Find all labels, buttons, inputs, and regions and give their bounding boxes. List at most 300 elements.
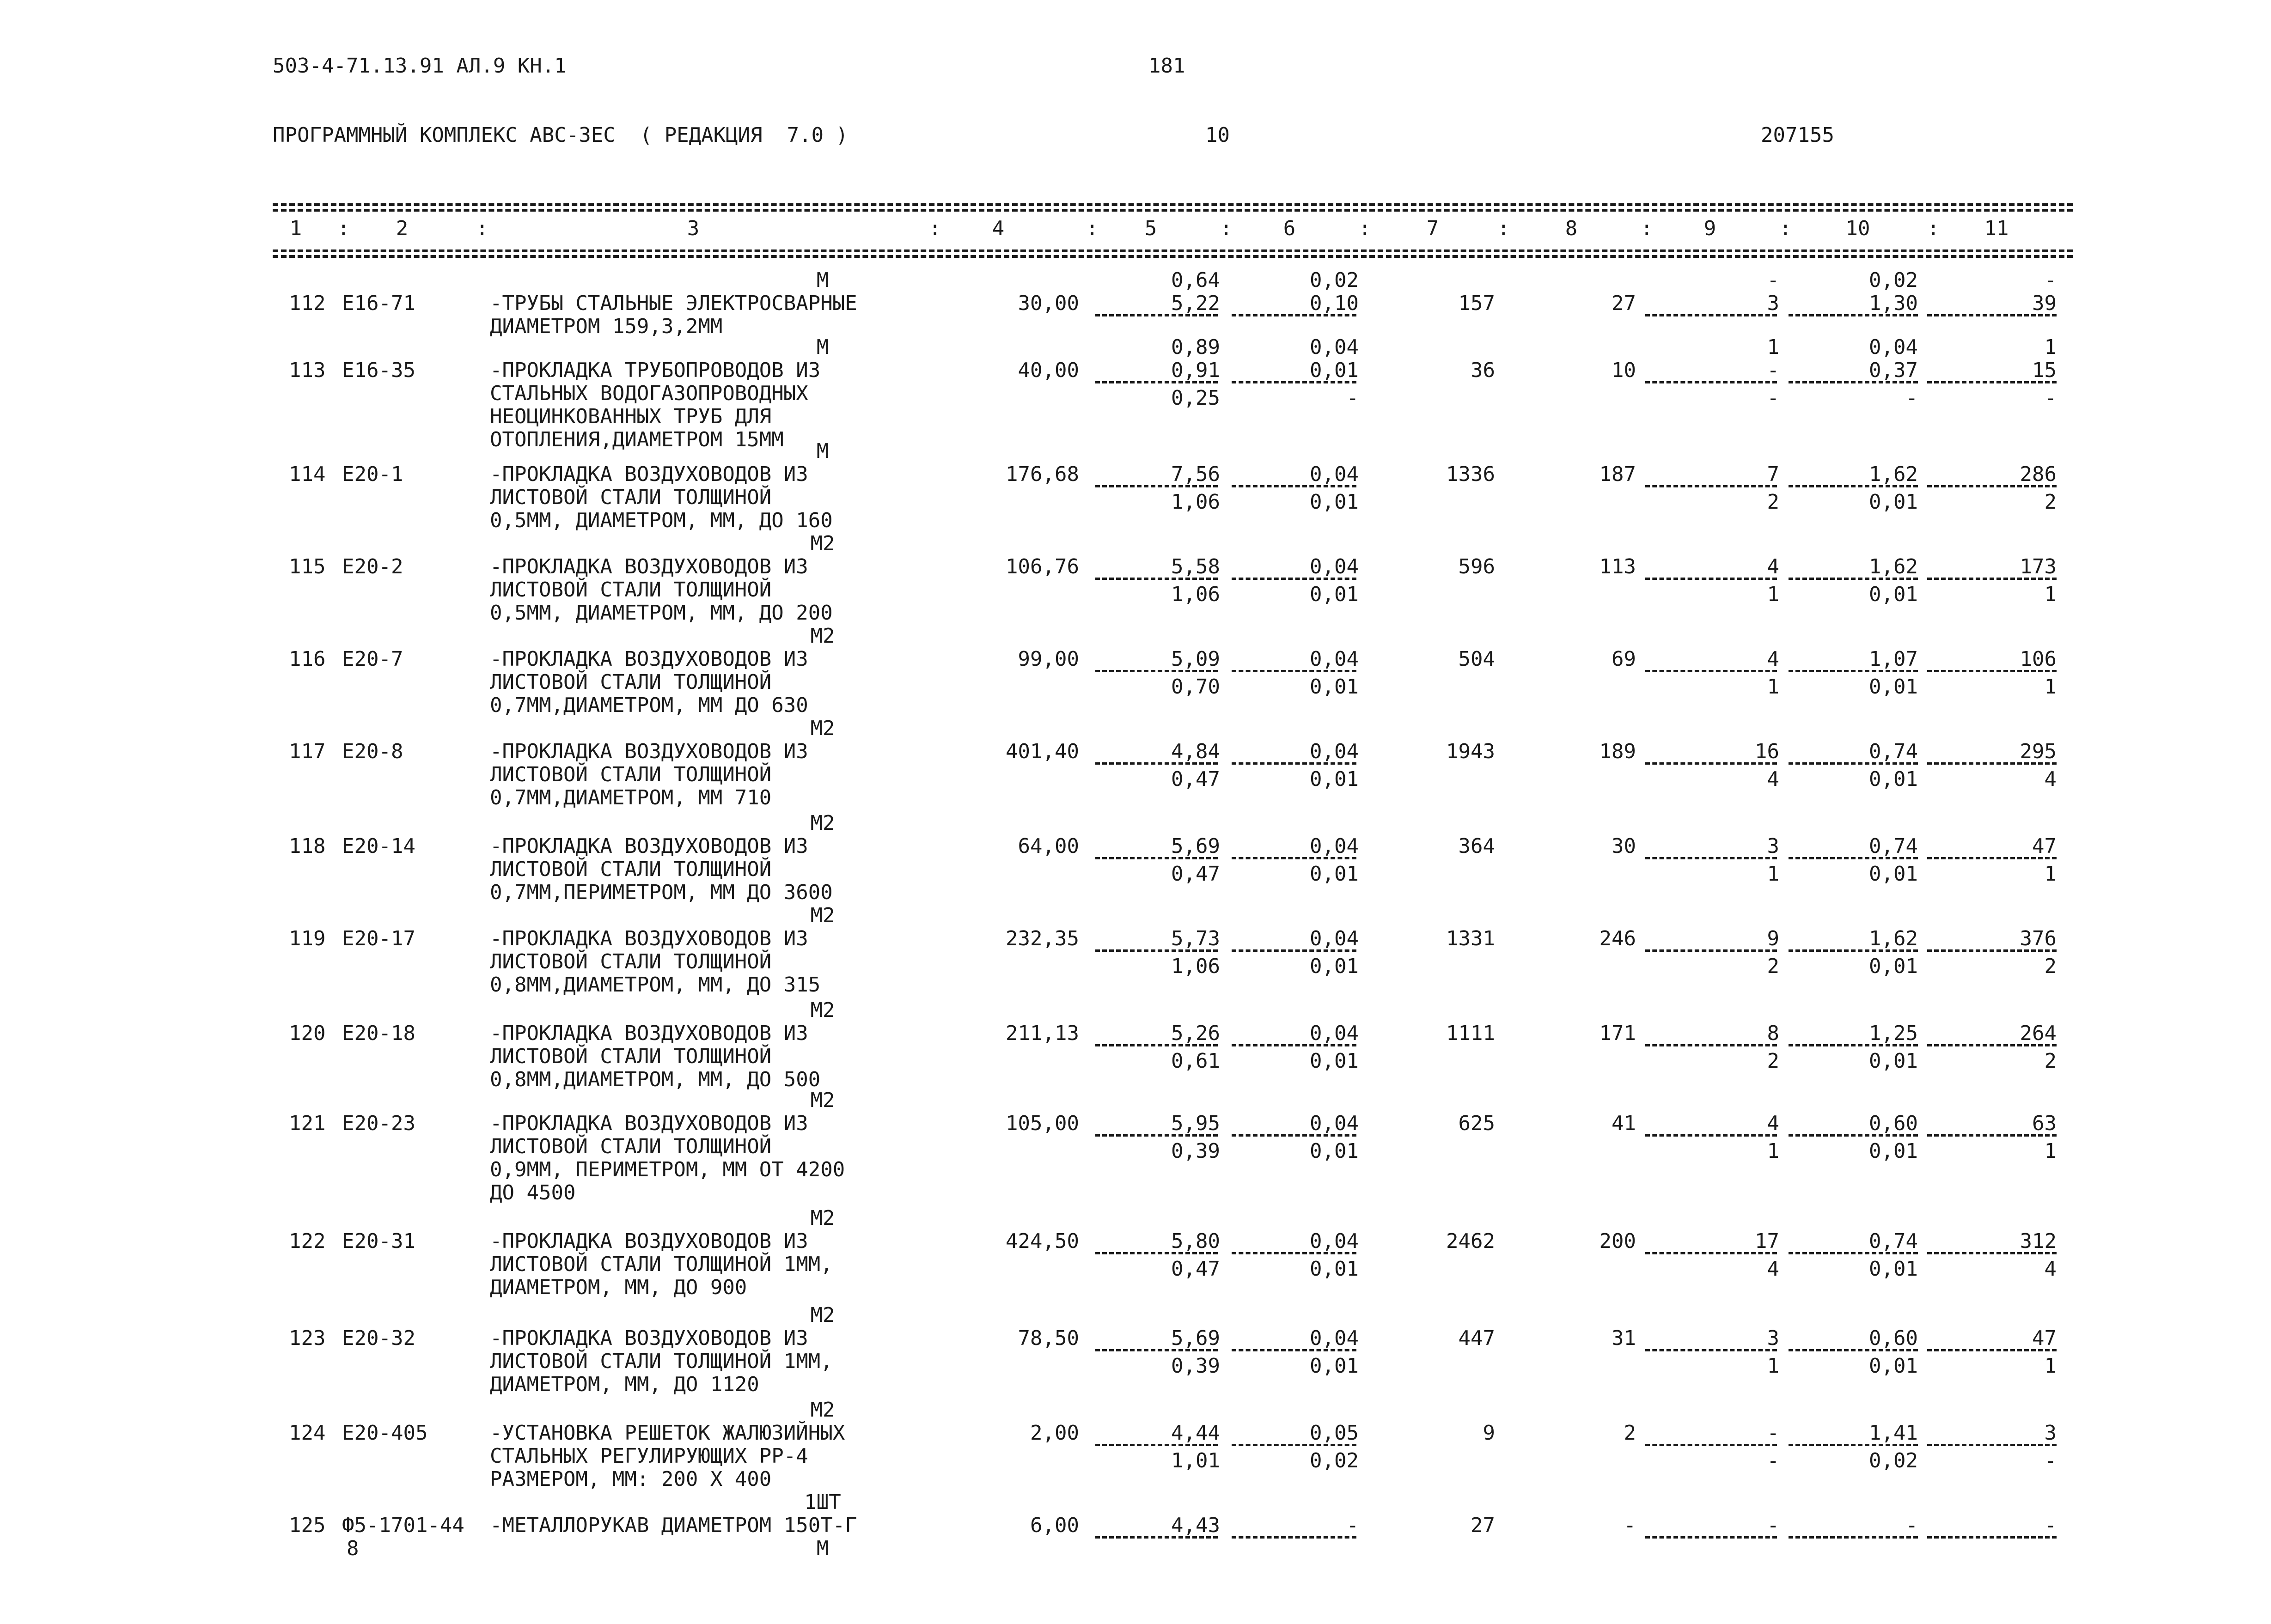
row-description-line: -ПРОКЛАДКА ВОЗДУХОВОДОВ ИЗ (490, 740, 808, 763)
row-description-line: 0,9ММ, ПЕРИМЕТРОМ, ММ ОТ 4200 (490, 1158, 845, 1181)
cell-col6: 0,04 (1310, 834, 1359, 858)
row-description-line: -ПРОКЛАДКА ВОЗДУХОВОДОВ ИЗ (490, 462, 808, 486)
cell-col10: - (1905, 1514, 1918, 1537)
column-separator: : (1359, 217, 1371, 240)
cell-col9-bottom: - (1767, 386, 1779, 410)
subtotal-dash-line (1789, 670, 1918, 672)
row-description-line: -ПРОКЛАДКА ВОЗДУХОВОДОВ ИЗ (490, 555, 808, 578)
cell-col10: 1,62 (1869, 555, 1918, 578)
row-description-line: 0,7ММ,ДИАМЕТРОМ, ММ 710 (490, 786, 772, 809)
cell-col10-bottom: 0,01 (1869, 675, 1918, 699)
subtotal-dash-line (1927, 485, 2057, 487)
row-unit-below: М (816, 1537, 829, 1560)
cell-col6-bottom: 0,01 (1310, 1257, 1359, 1281)
subtotal-dash-line (1789, 1134, 1918, 1137)
cell-col11-bottom: 1 (2044, 1139, 2057, 1163)
cell-col4: 106,76 (1006, 555, 1079, 578)
subtotal-dash-line (1645, 949, 1777, 952)
subtotal-dash-line (1232, 1444, 1356, 1446)
cell-col11-top: 1 (2044, 335, 2057, 359)
subtotal-dash-line (1095, 1044, 1218, 1046)
column-header-4: 4 (992, 217, 1005, 240)
cell-col9: 3 (1767, 834, 1779, 858)
subtotal-dash-line (1927, 1134, 2057, 1137)
column-separator: : (1086, 217, 1099, 240)
row-description-line: ЛИСТОВОЙ СТАЛИ ТОЛЩИНОЙ 1ММ, (490, 1350, 833, 1373)
cell-col5: 4,43 (1171, 1514, 1220, 1537)
cell-col9: 17 (1755, 1229, 1779, 1253)
cell-col6-top: 0,02 (1310, 268, 1359, 292)
row-unit: М2 (810, 1303, 835, 1327)
cell-col11-bottom: - (2044, 1449, 2057, 1472)
cell-col10-bottom: 0,02 (1869, 1449, 1918, 1472)
cell-col7: 2462 (1446, 1229, 1495, 1253)
cell-col4: 99,00 (1018, 647, 1079, 671)
cell-col5-bottom: 0,25 (1171, 386, 1220, 410)
cell-col9-bottom: 1 (1767, 862, 1779, 886)
row-code: Ф5-1701-44 (342, 1514, 464, 1537)
cell-col11-bottom: 1 (2044, 675, 2057, 699)
row-number: 120 (289, 1022, 326, 1045)
cell-col5: 5,58 (1171, 555, 1220, 578)
cell-col6-bottom: 0,01 (1310, 955, 1359, 978)
cell-col5: 4,44 (1171, 1421, 1220, 1445)
subtotal-dash-line (1927, 1536, 2057, 1539)
row-description-line: 0,7ММ,ПЕРИМЕТРОМ, ММ ДО 3600 (490, 881, 833, 904)
row-number: 125 (289, 1514, 326, 1537)
cell-col11-bottom: - (2044, 386, 2057, 410)
cell-col10-bottom: 0,01 (1869, 1049, 1918, 1073)
cell-col11: 295 (2020, 740, 2057, 763)
row-code: Е20-8 (342, 740, 403, 763)
cell-col7: 1943 (1446, 740, 1495, 763)
cell-col5-bottom: 0,39 (1171, 1354, 1220, 1378)
row-unit: М2 (810, 998, 835, 1022)
subtotal-dash-line (1645, 1044, 1777, 1046)
cell-col6-bottom: 0,01 (1310, 583, 1359, 606)
cell-col10: 1,62 (1869, 462, 1918, 486)
cell-col8: 10 (1612, 359, 1636, 382)
cell-col4: 30,00 (1018, 292, 1079, 315)
subtotal-dash-line (1232, 1536, 1356, 1539)
cell-col11: 264 (2020, 1022, 2057, 1045)
cell-col7: 1111 (1446, 1022, 1495, 1045)
cell-col4: 64,00 (1018, 834, 1079, 858)
subtotal-dash-line (1789, 578, 1918, 580)
row-code: Е20-18 (342, 1022, 415, 1045)
cell-col5: 5,22 (1171, 292, 1220, 315)
column-header-8: 8 (1565, 217, 1578, 240)
cell-col4: 176,68 (1006, 462, 1079, 486)
subtotal-dash-line (1232, 578, 1356, 580)
row-description-line: 0,7ММ,ДИАМЕТРОМ, ММ ДО 630 (490, 693, 808, 717)
cell-col7: 27 (1471, 1514, 1495, 1537)
row-code: Е20-405 (342, 1421, 428, 1445)
cell-col11: 15 (2032, 359, 2057, 382)
row-unit: М2 (810, 1089, 835, 1112)
cell-col11-bottom: 1 (2044, 1354, 2057, 1378)
subtotal-dash-line (1927, 1252, 2057, 1254)
cell-col8: 31 (1612, 1326, 1636, 1350)
cell-col10: 0,60 (1869, 1326, 1918, 1350)
row-unit: М (816, 335, 829, 359)
cell-col8: 113 (1599, 555, 1636, 578)
row-description-line: ЛИСТОВОЙ СТАЛИ ТОЛЩИНОЙ (490, 1135, 772, 1158)
cell-col9-bottom: 2 (1767, 955, 1779, 978)
cell-col10-top: 0,04 (1869, 335, 1918, 359)
subtotal-dash-line (1095, 485, 1218, 487)
subtotal-dash-line (1927, 949, 2057, 952)
page-number: 181 (1148, 54, 1185, 78)
subtotal-dash-line (1232, 857, 1356, 859)
subtotal-dash-line (1232, 670, 1356, 672)
subtotal-dash-line (1095, 1134, 1218, 1137)
subtotal-dash-line (1927, 1349, 2057, 1351)
row-description-line: -ТРУБЫ СТАЛЬНЫЕ ЭЛЕКТРОСВАРНЫЕ (490, 292, 857, 315)
row-description-line: ЛИСТОВОЙ СТАЛИ ТОЛЩИНОЙ (490, 578, 772, 602)
cell-col4: 78,50 (1018, 1326, 1079, 1350)
cell-col10-top: 0,02 (1869, 268, 1918, 292)
subtotal-dash-line (1927, 762, 2057, 765)
cell-col6-bottom: 0,01 (1310, 862, 1359, 886)
column-header-9: 9 (1703, 217, 1716, 240)
cell-col6: 0,04 (1310, 740, 1359, 763)
cell-col8: 30 (1612, 834, 1636, 858)
cell-col6-bottom: 0,02 (1310, 1449, 1359, 1472)
cell-col9-bottom: 1 (1767, 675, 1779, 699)
cell-col8: 187 (1599, 462, 1636, 486)
row-number: 123 (289, 1326, 326, 1350)
cell-col11: 106 (2020, 647, 2057, 671)
cell-col8: 171 (1599, 1022, 1636, 1045)
subtotal-dash-line (1645, 762, 1777, 765)
row-unit: М (816, 268, 829, 292)
cell-col6: 0,04 (1310, 1229, 1359, 1253)
cell-col10-bottom: 0,01 (1869, 490, 1918, 514)
subtotal-dash-line (1789, 949, 1918, 952)
cell-col4: 2,00 (1030, 1421, 1079, 1445)
cell-col7: 36 (1471, 359, 1495, 382)
cell-col9: 8 (1767, 1022, 1779, 1045)
cell-col5: 5,26 (1171, 1022, 1220, 1045)
cell-col4: 211,13 (1006, 1022, 1079, 1045)
cell-col4: 105,00 (1006, 1112, 1079, 1135)
cell-col11: 47 (2032, 834, 2057, 858)
row-code: Е20-32 (342, 1326, 415, 1350)
row-description-line: ЛИСТОВОЙ СТАЛИ ТОЛЩИНОЙ (490, 950, 772, 973)
column-header-10: 10 (1845, 217, 1870, 240)
sheet-number: 10 (1205, 123, 1230, 147)
subtotal-dash-line (1095, 578, 1218, 580)
cell-col10: 1,41 (1869, 1421, 1918, 1445)
cell-col8: 41 (1612, 1112, 1636, 1135)
subtotal-dash-line (1789, 857, 1918, 859)
column-header-11: 11 (1984, 217, 2009, 240)
cell-col10: 0,60 (1869, 1112, 1918, 1135)
cell-col9: 4 (1767, 1112, 1779, 1135)
subtotal-dash-line (1927, 857, 2057, 859)
cell-col5: 5,09 (1171, 647, 1220, 671)
row-number: 114 (289, 462, 326, 486)
cell-col6-bottom: 0,01 (1310, 767, 1359, 791)
subtotal-dash-line (1095, 314, 1218, 316)
subtotal-dash-line (1645, 314, 1777, 316)
cell-col9-bottom: 2 (1767, 1049, 1779, 1073)
cell-col4: 6,00 (1030, 1514, 1079, 1537)
cell-col6: 0,04 (1310, 927, 1359, 950)
subtotal-dash-line (1095, 1536, 1218, 1539)
row-number: 124 (289, 1421, 326, 1445)
cell-col11-bottom: 1 (2044, 583, 2057, 606)
row-description-line: РАЗМЕРОМ, ММ: 200 Х 400 (490, 1467, 772, 1491)
cell-col8: 246 (1599, 927, 1636, 950)
subtotal-dash-line (1789, 762, 1918, 765)
cell-col11-bottom: 1 (2044, 862, 2057, 886)
row-description-line: 0,5ММ, ДИАМЕТРОМ, ММ, ДО 160 (490, 509, 833, 532)
cell-col8: 200 (1599, 1229, 1636, 1253)
row-description-line: ЛИСТОВОЙ СТАЛИ ТОЛЩИНОЙ (490, 858, 772, 881)
cell-col5: 7,56 (1171, 462, 1220, 486)
cell-col5-bottom: 0,61 (1171, 1049, 1220, 1073)
row-description-line: ДИАМЕТРОМ, ММ, ДО 900 (490, 1276, 747, 1299)
cell-col7: 1331 (1446, 927, 1495, 950)
row-description-line: -ПРОКЛАДКА ВОЗДУХОВОДОВ ИЗ (490, 834, 808, 858)
subtotal-dash-line (1789, 1444, 1918, 1446)
cell-col9-bottom: - (1767, 1449, 1779, 1472)
cell-col4: 40,00 (1018, 359, 1079, 382)
cell-col6: 0,05 (1310, 1421, 1359, 1445)
cell-col8: 2 (1624, 1421, 1636, 1445)
cell-col11: 286 (2020, 462, 2057, 486)
subtotal-dash-line (1645, 670, 1777, 672)
row-description-line: 0,5ММ, ДИАМЕТРОМ, ММ, ДО 200 (490, 601, 833, 625)
row-number: 121 (289, 1112, 326, 1135)
subtotal-dash-line (1095, 1252, 1218, 1254)
row-unit: М2 (810, 1206, 835, 1230)
cell-col11: - (2044, 1514, 2057, 1537)
cell-col6: 0,04 (1310, 1112, 1359, 1135)
cell-col10: 1,07 (1869, 647, 1918, 671)
cell-col9-bottom: 1 (1767, 1139, 1779, 1163)
subtotal-dash-line (1232, 381, 1356, 383)
row-description-line: -ПРОКЛАДКА ТРУБОПРОВОДОВ ИЗ (490, 359, 821, 382)
doc-id: 207155 (1761, 123, 1834, 147)
row-description-line: -ПРОКЛАДКА ВОЗДУХОВОДОВ ИЗ (490, 1112, 808, 1135)
column-separator: : (1497, 217, 1510, 240)
cell-col11-bottom: 2 (2044, 955, 2057, 978)
row-code: Е16-71 (342, 292, 415, 315)
cell-col5-bottom: 0,70 (1171, 675, 1220, 699)
cell-col6: 0,04 (1310, 647, 1359, 671)
header-bottom-rule-2 (273, 255, 2073, 258)
cell-col11-bottom: 4 (2044, 767, 2057, 791)
row-unit: 1ШТ (804, 1490, 841, 1514)
cell-col11: 39 (2032, 292, 2057, 315)
cell-col10-bottom: 0,01 (1869, 767, 1918, 791)
row-code: Е20-1 (342, 462, 403, 486)
subtotal-dash-line (1232, 314, 1356, 316)
row-unit: М2 (810, 532, 835, 555)
cell-col6-bottom: 0,01 (1310, 1049, 1359, 1073)
subtotal-dash-line (1095, 762, 1218, 765)
subtotal-dash-line (1645, 381, 1777, 383)
row-description-line: 0,8ММ,ДИАМЕТРОМ, ММ, ДО 500 (490, 1068, 821, 1091)
cell-col10-bottom: 0,01 (1869, 955, 1918, 978)
cell-col7: 157 (1458, 292, 1495, 315)
column-separator: : (1641, 217, 1653, 240)
row-code: Е20-7 (342, 647, 403, 671)
cell-col9: 4 (1767, 555, 1779, 578)
cell-col10: 0,74 (1869, 834, 1918, 858)
row-code: Е16-35 (342, 359, 415, 382)
subtotal-dash-line (1645, 1444, 1777, 1446)
row-unit: М2 (810, 624, 835, 648)
row-description-line: -УСТАНОВКА РЕШЕТОК ЖАЛЮЗИЙНЫХ (490, 1421, 845, 1445)
cell-col9-bottom: 1 (1767, 583, 1779, 606)
row-description-line: -ПРОКЛАДКА ВОЗДУХОВОДОВ ИЗ (490, 1022, 808, 1045)
subtotal-dash-line (1232, 762, 1356, 765)
subtotal-dash-line (1927, 1444, 2057, 1446)
cell-col5-bottom: 1,06 (1171, 583, 1220, 606)
column-separator: : (929, 217, 941, 240)
cell-col9-bottom: 1 (1767, 1354, 1779, 1378)
row-description-line: ЛИСТОВОЙ СТАЛИ ТОЛЩИНОЙ (490, 1045, 772, 1068)
cell-col9: 9 (1767, 927, 1779, 950)
cell-col5: 5,95 (1171, 1112, 1220, 1135)
cell-col9: 7 (1767, 462, 1779, 486)
cell-col6: 0,10 (1310, 292, 1359, 315)
row-description-line: 0,8ММ,ДИАМЕТРОМ, ММ, ДО 315 (490, 973, 821, 997)
cell-col10: 0,37 (1869, 359, 1918, 382)
cell-col11-top: - (2044, 268, 2057, 292)
subtotal-dash-line (1232, 1134, 1356, 1137)
cell-col5: 0,91 (1171, 359, 1220, 382)
cell-col7: 1336 (1446, 462, 1495, 486)
row-number: 119 (289, 927, 326, 950)
row-description-line: НЕОЦИНКОВАННЫХ ТРУБ ДЛЯ (490, 405, 772, 428)
cell-col10: 0,74 (1869, 740, 1918, 763)
cell-col9: - (1767, 1421, 1779, 1445)
subtotal-dash-line (1927, 578, 2057, 580)
column-separator: : (337, 217, 350, 240)
row-unit: М (816, 439, 829, 463)
cell-col6: 0,04 (1310, 1022, 1359, 1045)
row-description-line: -ПРОКЛАДКА ВОЗДУХОВОДОВ ИЗ (490, 927, 808, 950)
subtotal-dash-line (1095, 670, 1218, 672)
cell-col9-bottom: 4 (1767, 1257, 1779, 1281)
row-description-line: -МЕТАЛЛОРУКАВ ДИАМЕТРОМ 150Т-Г (490, 1514, 857, 1537)
row-description-line: ДИАМЕТРОМ, ММ, ДО 1120 (490, 1373, 759, 1396)
cell-col10: 0,74 (1869, 1229, 1918, 1253)
cell-col11-bottom: 4 (2044, 1257, 2057, 1281)
subtotal-dash-line (1095, 857, 1218, 859)
subtotal-dash-line (1927, 314, 2057, 316)
cell-col6: 0,04 (1310, 462, 1359, 486)
row-unit: М2 (810, 1398, 835, 1422)
cell-col11-bottom: 2 (2044, 1049, 2057, 1073)
cell-col6-bottom: 0,01 (1310, 675, 1359, 699)
cell-col10-bottom: 0,01 (1869, 1257, 1918, 1281)
row-description-line: -ПРОКЛАДКА ВОЗДУХОВОДОВ ИЗ (490, 647, 808, 671)
cell-col5-bottom: 1,01 (1171, 1449, 1220, 1472)
subtotal-dash-line (1789, 485, 1918, 487)
cell-col6-bottom: - (1346, 386, 1359, 410)
cell-col5: 5,73 (1171, 927, 1220, 950)
cell-col11: 312 (2020, 1229, 2057, 1253)
cell-col5: 4,84 (1171, 740, 1220, 763)
cell-col11: 47 (2032, 1326, 2057, 1350)
cell-col9: 3 (1767, 292, 1779, 315)
cell-col8: 189 (1599, 740, 1636, 763)
header-top-rule (273, 203, 2073, 206)
subtotal-dash-line (1645, 1252, 1777, 1254)
header-top-rule-2 (273, 209, 2073, 212)
cell-col10: 1,62 (1869, 927, 1918, 950)
row-code: Е20-17 (342, 927, 415, 950)
cell-col7: 447 (1458, 1326, 1495, 1350)
cell-col8: 27 (1612, 292, 1636, 315)
row-description-line: ЛИСТОВОЙ СТАЛИ ТОЛЩИНОЙ 1ММ, (490, 1253, 833, 1276)
subtotal-dash-line (1232, 949, 1356, 952)
row-number: 118 (289, 834, 326, 858)
cell-col10-bottom: - (1905, 386, 1918, 410)
cell-col7: 504 (1458, 647, 1495, 671)
cell-col10: 1,30 (1869, 292, 1918, 315)
cell-col11: 376 (2020, 927, 2057, 950)
cell-col4: 401,40 (1006, 740, 1079, 763)
row-code: Е20-14 (342, 834, 415, 858)
subtotal-dash-line (1789, 1536, 1918, 1539)
row-description-line: ЛИСТОВОЙ СТАЛИ ТОЛЩИНОЙ (490, 486, 772, 509)
row-number: 113 (289, 359, 326, 382)
subtotal-dash-line (1095, 1444, 1218, 1446)
row-description-line: -ПРОКЛАДКА ВОЗДУХОВОДОВ ИЗ (490, 1229, 808, 1253)
cell-col10: 1,25 (1869, 1022, 1918, 1045)
cell-col4: 424,50 (1006, 1229, 1079, 1253)
subtotal-dash-line (1789, 1252, 1918, 1254)
cell-col4: 232,35 (1006, 927, 1079, 950)
row-number: 122 (289, 1229, 326, 1253)
row-description-line: ДИАМЕТРОМ 159,3,2ММ (490, 315, 723, 338)
subtotal-dash-line (1645, 485, 1777, 487)
cell-col9-bottom: 2 (1767, 490, 1779, 514)
row-unit: М2 (810, 717, 835, 740)
cell-col7: 625 (1458, 1112, 1495, 1135)
cell-col6-top: 0,04 (1310, 335, 1359, 359)
program-line: ПРОГРАММНЫЙ КОМПЛЕКС АВС-ЗЕС ( РЕДАКЦИЯ 7.0 ) (273, 123, 849, 147)
cell-col9-bottom: 4 (1767, 767, 1779, 791)
cell-col6-bottom: 0,01 (1310, 1139, 1359, 1163)
column-header-7: 7 (1426, 217, 1439, 240)
column-header-5: 5 (1144, 217, 1157, 240)
cell-col5: 5,69 (1171, 1326, 1220, 1350)
row-description-line: СТАЛЬНЫХ ВОДОГАЗОПРОВОДНЫХ (490, 382, 808, 405)
cell-col6: 0,04 (1310, 555, 1359, 578)
cell-col5-bottom: 0,47 (1171, 1257, 1220, 1281)
column-header-1: 1 (289, 217, 302, 240)
subtotal-dash-line (1789, 1044, 1918, 1046)
column-separator: : (476, 217, 488, 240)
subtotal-dash-line (1232, 485, 1356, 487)
column-separator: : (1220, 217, 1233, 240)
row-description-line: ОТОПЛЕНИЯ,ДИАМЕТРОМ 15ММ (490, 428, 784, 451)
cell-col6: 0,04 (1310, 1326, 1359, 1350)
subtotal-dash-line (1927, 1044, 2057, 1046)
header-bottom-rule (273, 249, 2073, 252)
cell-col6-bottom: 0,01 (1310, 490, 1359, 514)
cell-col10-bottom: 0,01 (1869, 1354, 1918, 1378)
column-separator: : (1779, 217, 1792, 240)
